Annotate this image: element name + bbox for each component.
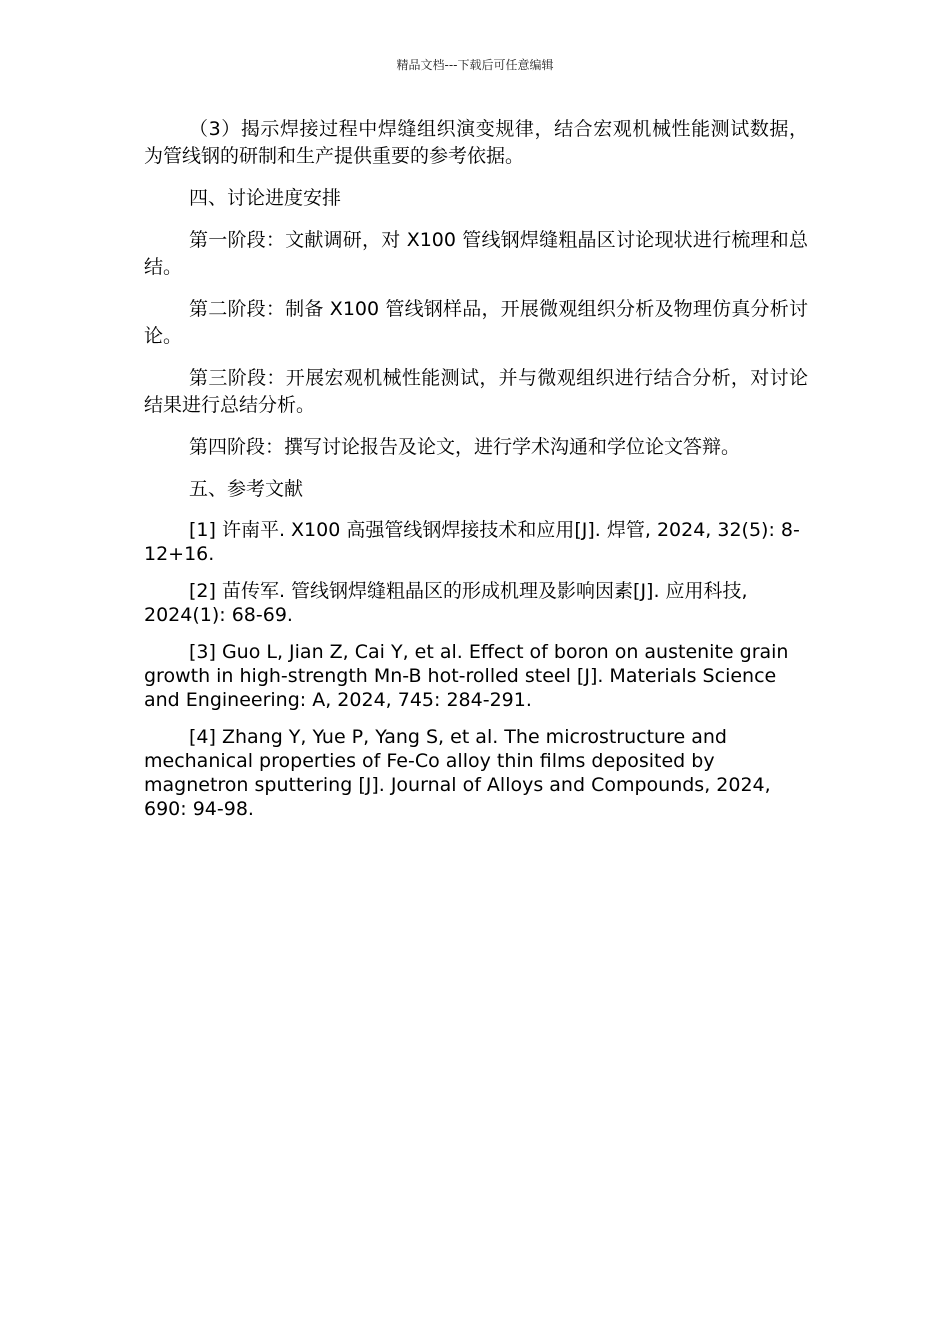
goal-paragraph: （3）揭示焊接过程中焊缝组织演变规律，结合宏观机械性能测试数据，为管线钢的研制和生产提供重要的参考依据。	[144, 118, 808, 167]
reference-item: [1] 许南平. X100 高强管线钢焊接技术和应用[J]. 焊管, 2024, 32(5): 8-12+16.	[144, 519, 800, 565]
stage-paragraph: 第一阶段：文献调研，对 X100 管线钢焊缝粗晶区讨论现状进行梳理和总结。	[144, 229, 808, 278]
page-header: 精品文档---下载后可任意编辑	[396, 58, 554, 72]
stage-paragraph: 第二阶段：制备 X100 管线钢样品，开展微观组织分析及物理仿真分析讨论。	[144, 298, 808, 347]
reference-item: [4] Zhang Y, Yue P, Yang S, et al. The microstructure and mechanical properties of Fe-Co alloy thin films deposited by magnetron sputtering [J]. Journal of Alloys and Compounds, 2024, 690: 94-98.	[144, 726, 771, 820]
document-body	[144, 116, 808, 834]
stage-paragraph: 第四阶段：撰写讨论报告及论文，进行学术沟通和学位论文答辩。	[189, 436, 741, 458]
stage-paragraph: 第三阶段：开展宏观机械性能测试，并与微观组织进行结合分析，对讨论结果进行总结分析。	[144, 367, 808, 416]
reference-item: [2] 苗传军. 管线钢焊缝粗晶区的形成机理及影响因素[J]. 应用科技, 2024(1): 68-69.	[144, 580, 748, 626]
section-heading-references: 五、参考文献	[189, 478, 304, 500]
section-heading-schedule: 四、讨论进度安排	[189, 187, 342, 209]
reference-item: [3] Guo L, Jian Z, Cai Y, et al. Effect of boron on austenite grain growth in high-strength Mn-B hot-rolled steel [J]. Materials Science and Engineering: A, 2024, 745: 284-291.	[144, 641, 789, 711]
